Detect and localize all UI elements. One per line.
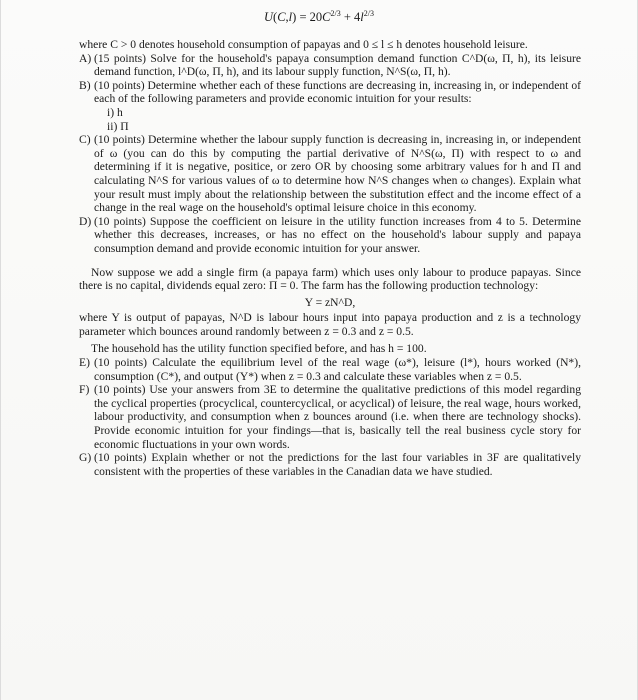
household-paragraph: The household has the utility function specified before, and has h = 100. <box>91 342 427 356</box>
utility-equation: $U(C,l) = 20C^{2/3} + 4l^{2/3}$ <box>264 9 374 25</box>
question-d: D) (10 points) Suppose the coefficient on leisure in the utility function increases from 4 to 5. Determine whether this decreases, increases, or has no effect on the household's labour supply and papaya consumption demand and provide economic intuition for your answer. <box>79 214 581 255</box>
question-b-subitem-h: i) h <box>107 105 123 119</box>
intro-paragraph: where C > 0 denotes household consumption of papayas and 0 ≤ l ≤ h denotes household leisure. <box>79 38 528 51</box>
document-body <box>79 38 581 478</box>
production-equation: Y = zN^D, <box>304 295 356 309</box>
where-paragraph: where Y is output of papayas, N^D is labour hours input into papaya production and z is a technology parameter which bounces around randomly between z = 0.3 and z = 0.5. <box>79 311 581 338</box>
question-f: F) (10 points) Use your answers from 3E to determine the qualitative predictions of this model regarding the cyclical properties (procyclical, countercyclical, or acyclical) of leisure, the real wage, hours worked, labour productivity, and consumption when z bounces around (i.e. when there are technology shocks). Provide economic intuition for your findings—that is, basically tell the real business cycle story for economic fluctuations in your own words. <box>79 383 581 451</box>
firm-paragraph: Now suppose we add a single firm (a papaya farm) which uses only labour to produce papayas. Since there is no capital, dividends equal zero: Π = 0. The farm has the following production technology: <box>79 265 581 293</box>
question-b: B) (10 points) Determine whether each of these functions are decreasing in, increasing in, or independent of each of the following parameters and provide economic intuition for your results: <box>79 78 581 106</box>
question-a: A) (15 points) Solve for the household's papaya consumption demand function C^D(ω, Π, h), its leisure demand function, l^D(ω, Π, h), and its labour supply function, N^S(ω, Π, h). <box>79 51 581 79</box>
question-g: G) (10 points) Explain whether or not the predictions for the last four variables in 3F are qualitatively consistent with the properties of these variables in the Canadian data we have studied. <box>79 451 581 478</box>
question-e: E) (10 points) Calculate the equilibrium level of the real wage (ω*), leisure (l*), hours worked (N*), consumption (C*), and output (Y*) when z = 0.3 and calculate these variables when z = 0.5. <box>79 356 581 383</box>
question-c: C) (10 points) Determine whether the labour supply function is decreasing in, increasing in, or independent of ω (you can do this by computing the partial derivative of N^S(ω, Π) with respect to ω and determining if it is negative, positice, or zero OR by choosing some arbitrary values for h and Π and calculating N^S for various values of ω to determine how N^S changes when ω changes). Explain what your result must imply about the relationship between the substitution effect and the income effect of a change in the real wage on the household's optimal leisure choice in this economy. <box>79 133 581 215</box>
question-b-subitem-pi: ii) Π <box>107 119 129 133</box>
